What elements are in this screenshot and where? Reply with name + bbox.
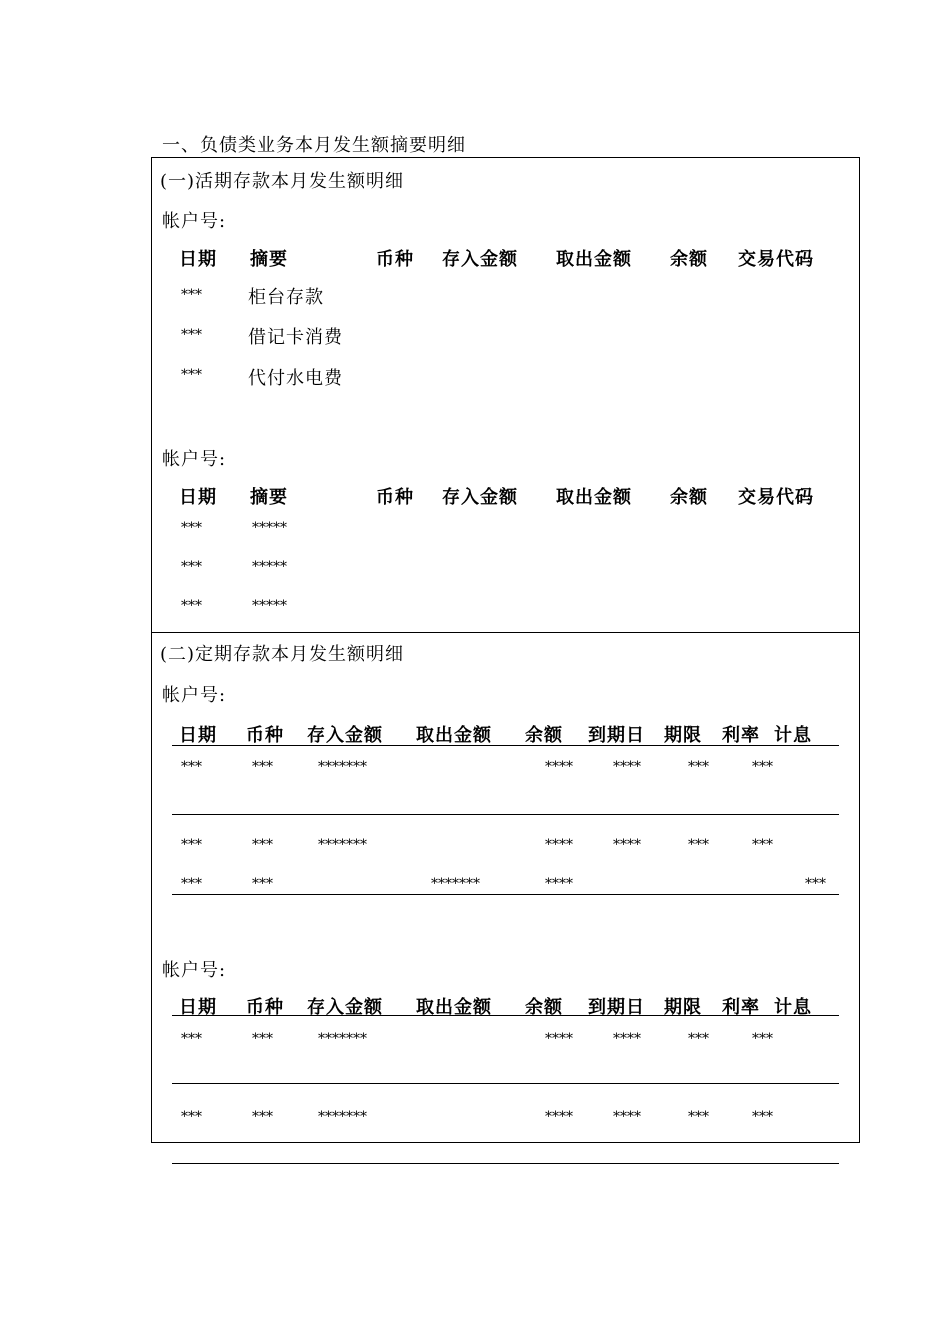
- row-maturity: ****: [613, 1109, 641, 1125]
- row-divider: [172, 1163, 839, 1164]
- header-interest: 计息: [774, 997, 812, 1018]
- row-currency: ***: [252, 837, 273, 853]
- account-label: 帐户号:: [162, 211, 227, 232]
- header-balance: 余额: [525, 997, 563, 1018]
- row-summary: 柜台存款: [248, 287, 324, 308]
- row-term: ***: [688, 1109, 709, 1125]
- row-deposit: *******: [318, 1109, 367, 1125]
- row-summary: 代付水电费: [248, 368, 343, 389]
- row-date: ***: [181, 1109, 202, 1125]
- row-summary: *****: [252, 520, 287, 536]
- row-currency: ***: [252, 876, 273, 892]
- header-summary: 摘要: [250, 487, 288, 508]
- row-divider: [172, 1083, 839, 1084]
- account-label: 帐户号:: [162, 449, 227, 470]
- row-balance: ****: [545, 837, 573, 853]
- header-date: 日期: [179, 249, 217, 270]
- row-balance: ****: [545, 876, 573, 892]
- row-divider: [172, 814, 839, 815]
- header-txn-code: 交易代码: [738, 487, 814, 508]
- row-interest: ***: [805, 876, 826, 892]
- header-date: 日期: [179, 725, 217, 746]
- row-date: ***: [181, 327, 202, 343]
- header-currency: 币种: [246, 725, 284, 746]
- header-rate: 利率: [722, 997, 760, 1018]
- header-txn-code: 交易代码: [738, 249, 814, 270]
- row-rate: ***: [752, 759, 773, 775]
- row-term: ***: [688, 1031, 709, 1047]
- header-rate: 利率: [722, 725, 760, 746]
- row-deposit: *******: [318, 759, 367, 775]
- row-balance: ****: [545, 1031, 573, 1047]
- row-summary: *****: [252, 559, 287, 575]
- row-balance: ****: [545, 1109, 573, 1125]
- header-underline: [172, 745, 839, 746]
- row-currency: ***: [252, 759, 273, 775]
- header-balance: 余额: [670, 249, 708, 270]
- row-rate: ***: [752, 1031, 773, 1047]
- row-date: ***: [181, 1031, 202, 1047]
- row-date: ***: [181, 520, 202, 536]
- header-currency: 币种: [376, 487, 414, 508]
- header-currency: 币种: [246, 997, 284, 1018]
- header-interest: 计息: [774, 725, 812, 746]
- row-currency: ***: [252, 1109, 273, 1125]
- row-date: ***: [181, 598, 202, 614]
- header-deposit: 存入金额: [307, 997, 383, 1018]
- account-label: 帐户号:: [162, 685, 227, 706]
- row-date: ***: [181, 367, 202, 383]
- row-date: ***: [181, 837, 202, 853]
- row-date: ***: [181, 559, 202, 575]
- header-deposit: 存入金额: [442, 487, 518, 508]
- header-term: 期限: [664, 997, 702, 1018]
- row-summary: 借记卡消费: [248, 327, 343, 348]
- fixed-section-title: (二)定期存款本月发生额明细: [160, 644, 405, 665]
- row-date: ***: [181, 759, 202, 775]
- header-date: 日期: [179, 487, 217, 508]
- row-currency: ***: [252, 1031, 273, 1047]
- account-label: 帐户号:: [162, 960, 227, 981]
- row-maturity: ****: [613, 837, 641, 853]
- header-balance: 余额: [670, 487, 708, 508]
- row-summary: *****: [252, 598, 287, 614]
- row-maturity: ****: [613, 1031, 641, 1047]
- header-withdraw: 取出金额: [556, 249, 632, 270]
- header-summary: 摘要: [250, 249, 288, 270]
- row-date: ***: [181, 876, 202, 892]
- header-date: 日期: [179, 997, 217, 1018]
- header-term: 期限: [664, 725, 702, 746]
- header-withdraw: 取出金额: [416, 725, 492, 746]
- row-date: ***: [181, 287, 202, 303]
- row-term: ***: [688, 759, 709, 775]
- header-balance: 余额: [525, 725, 563, 746]
- header-maturity: 到期日: [588, 725, 645, 746]
- row-withdraw: *******: [431, 876, 480, 892]
- row-term: ***: [688, 837, 709, 853]
- header-deposit: 存入金额: [442, 249, 518, 270]
- header-deposit: 存入金额: [307, 725, 383, 746]
- header-maturity: 到期日: [588, 997, 645, 1018]
- header-withdraw: 取出金额: [556, 487, 632, 508]
- page-title: 一、负债类业务本月发生额摘要明细: [162, 135, 466, 156]
- header-underline: [172, 1015, 839, 1016]
- row-balance: ****: [545, 759, 573, 775]
- header-currency: 币种: [376, 249, 414, 270]
- row-maturity: ****: [613, 759, 641, 775]
- demand-section-title: (一)活期存款本月发生额明细: [160, 171, 405, 192]
- row-divider: [172, 894, 839, 895]
- row-deposit: *******: [318, 837, 367, 853]
- row-deposit: *******: [318, 1031, 367, 1047]
- row-rate: ***: [752, 837, 773, 853]
- header-withdraw: 取出金额: [416, 997, 492, 1018]
- row-rate: ***: [752, 1109, 773, 1125]
